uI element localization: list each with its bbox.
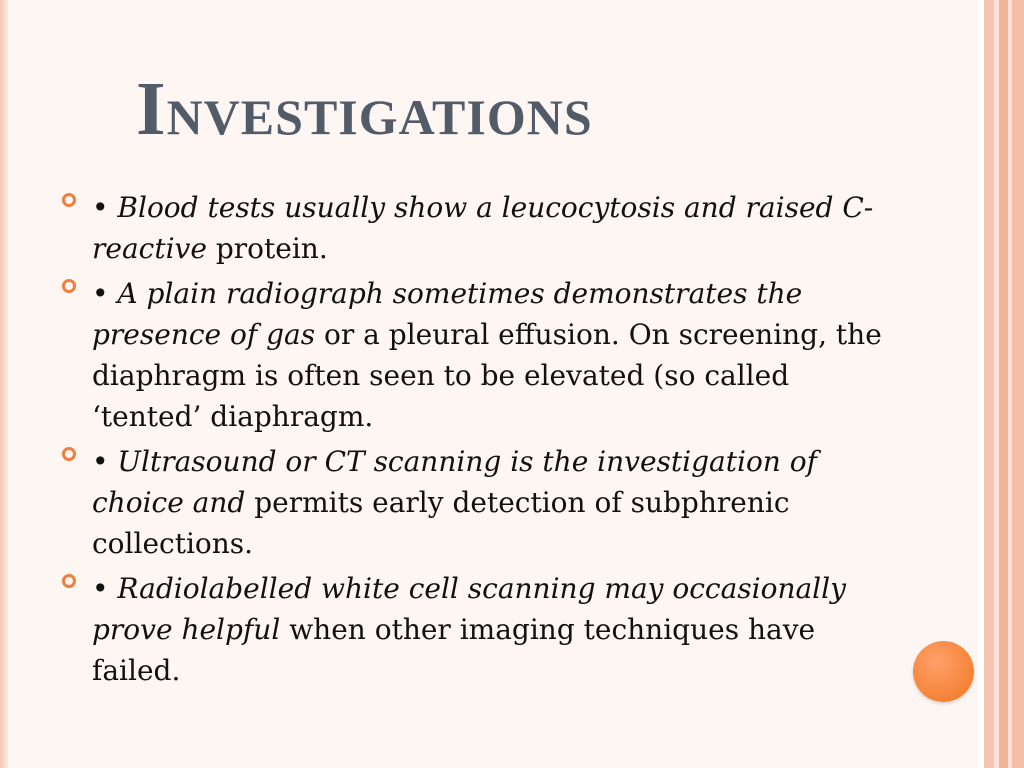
bullet-italic-text: A plain radiograph sometimes demonstrates the presence of gas — [92, 277, 803, 351]
orange-ring-bullet-icon — [62, 447, 76, 461]
orange-ring-bullet-icon — [62, 193, 76, 207]
bullet-item-radiograph — [62, 273, 882, 437]
bullet-italic-text: Ultrasound or CT scanning is the investigation of choice and — [92, 445, 817, 519]
bullet-glyph: • — [92, 572, 109, 605]
bullet-list — [62, 187, 882, 695]
title-first-letter: I — [136, 67, 167, 151]
bullet-normal-text: permits early detection of subphrenic collections. — [92, 486, 790, 560]
left-edge-stripe — [0, 0, 8, 768]
bullet-item-radiolabelled — [62, 568, 882, 691]
right-decorative-stripes — [978, 0, 1024, 768]
bullet-italic-text: Radiolabelled white cell scanning may occasionally prove helpful — [92, 572, 846, 646]
bullet-glyph: • — [92, 277, 109, 310]
bullet-normal-text: protein. — [215, 232, 328, 265]
bullet-italic-text: Blood tests usually show a leucocytosis and raised C-reactive — [92, 191, 874, 265]
bullet-item-blood-tests — [62, 187, 882, 269]
orange-ring-bullet-icon — [62, 574, 76, 588]
orange-circle-decoration — [913, 641, 974, 702]
bullet-normal-text: or a pleural effusion. On screening, the diaphragm is often seen to be elevated (so called ‘tented’ diaphragm. — [92, 318, 882, 433]
bullet-item-ultrasound — [62, 441, 882, 564]
bullet-normal-text: when other imaging techniques have failed. — [92, 613, 816, 687]
slide-title — [136, 66, 593, 153]
title-rest: NVESTIGATIONS — [166, 89, 593, 145]
bullet-glyph: • — [92, 445, 109, 478]
bullet-glyph: • — [92, 191, 109, 224]
orange-ring-bullet-icon — [62, 279, 76, 293]
